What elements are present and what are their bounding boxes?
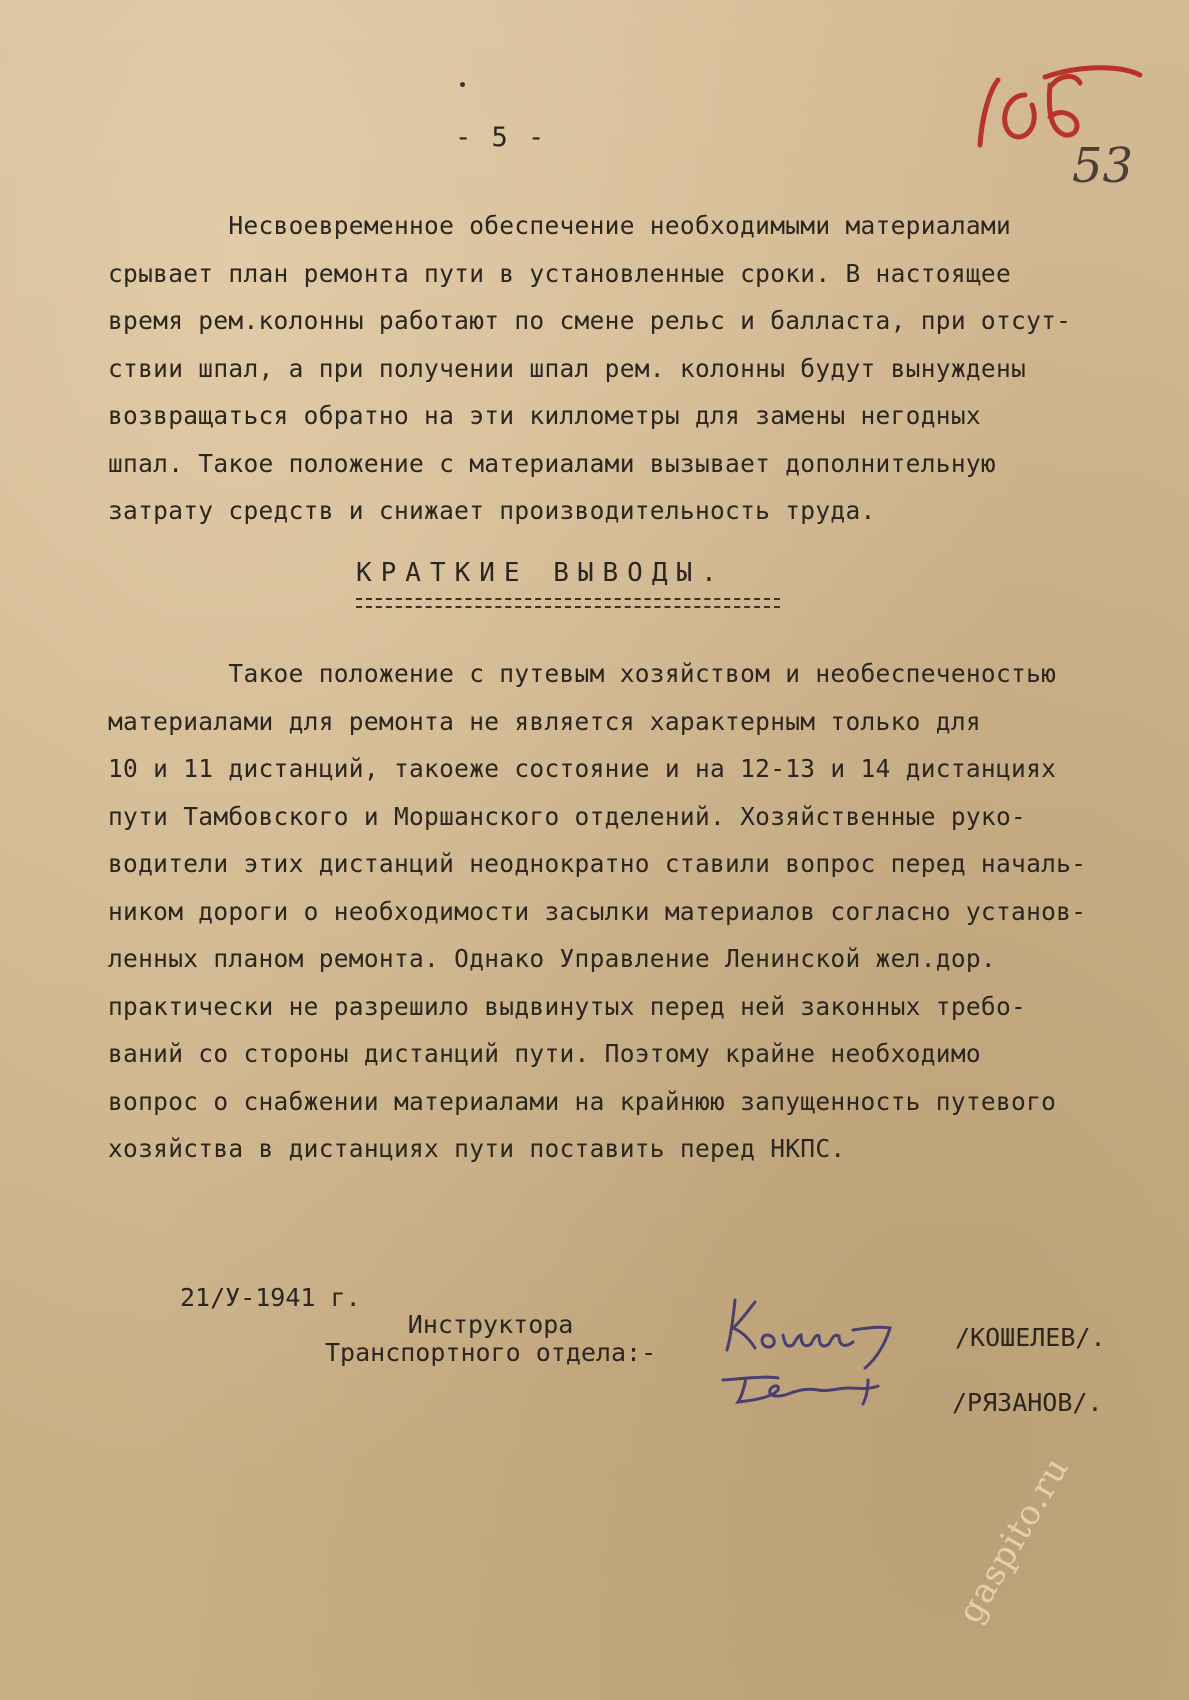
- section-heading: КРАТКИЕ ВЫВОДЫ.: [356, 558, 726, 588]
- text-line: 10 и 11 дистанций, такоеже состояние и на 12-13 и 14 дистанциях: [108, 754, 1057, 783]
- page-number: - 5 -: [455, 122, 547, 153]
- watermark: gaspito.ru: [950, 1450, 1077, 1630]
- text-line: затрату средств и снижает производительность труда.: [108, 496, 876, 525]
- text-line: Такое положение с путевым хозяйством и необеспеченостью: [108, 659, 1057, 688]
- text-line: ствии шпал, а при получении шпал рем. колонны будут вынуждены: [108, 353, 1027, 383]
- signatory-title: [325, 1311, 656, 1367]
- text-line: вопрос о снабжении материалами на крайнюю запущенность путевого: [108, 1086, 1057, 1116]
- document-date: 21/У-1941 г.: [180, 1283, 361, 1312]
- sheet-number: 53: [1072, 138, 1134, 194]
- text-line: шпал. Такое положение с материалами вызывает дополнительную: [108, 448, 996, 478]
- ink-dot: [460, 82, 465, 87]
- signatory-title-line: Инструктора: [407, 1310, 574, 1339]
- text-line: хозяйства в дистанциях пути поставить перед НКПС.: [108, 1134, 846, 1163]
- text-line: время рем.колонны работают по смене рельс и балласта, при отсут-: [108, 306, 1072, 335]
- text-line: пути Тамбовского и Моршанского отделений. Хозяйственные руко-: [108, 801, 1027, 831]
- signatory-title-line: Транспортного отдела:-: [325, 1338, 657, 1367]
- text-line: ваний со стороны дистанций пути. Поэтому крайне необходимо: [108, 1039, 981, 1068]
- text-line: срывает план ремонта пути в установленные сроки. В настоящее: [108, 258, 1012, 288]
- signature-koshelev: [715, 1290, 925, 1370]
- text-line: ленных планом ремонта. Однако Управление Ленинской жел.дор.: [108, 944, 996, 973]
- signature-ryazanov: [718, 1360, 898, 1410]
- text-line: ником дороги о необходимости засылки материалов согласно установ-: [108, 896, 1087, 926]
- text-line: водители этих дистанций неоднократно ставили вопрос перед началь-: [108, 849, 1087, 878]
- signatory-name-ryazanov: /РЯЗАНОВ/.: [952, 1388, 1103, 1417]
- paragraph-2: [108, 650, 1168, 1173]
- signatory-name-koshelev: /КОШЕЛЕВ/.: [955, 1323, 1106, 1352]
- heading-underline: [356, 598, 780, 608]
- text-line: материалами для ремонта не является характерным только для: [108, 706, 981, 736]
- text-line: возвращаться обратно на эти киллометры для замены негодных: [108, 401, 981, 430]
- paragraph-1: [108, 202, 1168, 535]
- text-line: Несвоевременное обеспечение необходимыми материалами: [108, 211, 1012, 240]
- text-line: практически не разрешило выдвинутых перед ней законных требо-: [108, 991, 1027, 1021]
